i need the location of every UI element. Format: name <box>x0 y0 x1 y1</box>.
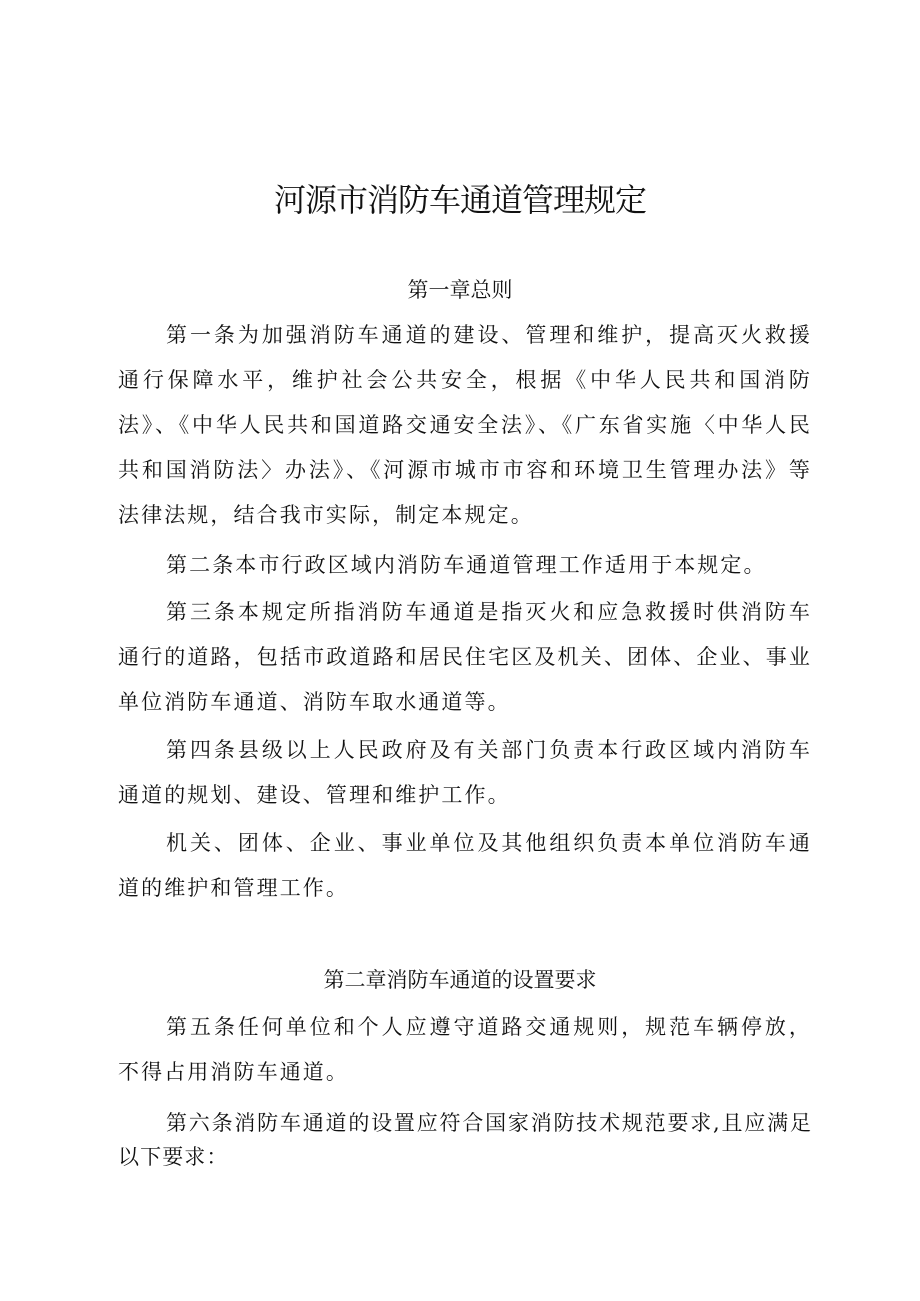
article-2-paragraph: 第二条本市行政区域内消防车通道管理工作适用于本规定。 <box>166 553 767 577</box>
document-title: 河源市消防车通道管理规定 <box>273 181 646 219</box>
article-5-paragraph: 第五条任何单位和个人应遵守道路交通规则，规范车辆停放，不得占用消防车通道。 <box>118 1015 812 1084</box>
article-6-paragraph: 第六条消防车通道的设置应符合国家消防技术规范要求,且应满足以下要求： <box>118 1111 812 1169</box>
chapter-heading-1: 第一章总则 <box>407 278 513 302</box>
article-4-paragraph-2: 机关、团体、企业、事业单位及其他组织负责本单位消防车通道的维护和管理工作。 <box>118 831 812 900</box>
chapter-heading-2: 第二章消防车通道的设置要求 <box>323 968 597 992</box>
article-4-paragraph: 第四条县级以上人民政府及有关部门负责本行政区域内消防车通道的规划、建设、管理和维护工作。 <box>118 738 812 807</box>
article-3-paragraph: 第三条本规定所指消防车通道是指灭火和应急救援时供消防车通行的道路，包括市政道路和居民住宅区及机关、团体、企业、事业单位消防车通道、消防车取水通道等。 <box>118 600 812 714</box>
article-1-paragraph: 第一条为加强消防车通道的建设、管理和维护，提高灭火救援通行保障水平，维护社会公共安全，根据《中华人民共和国消防法》、《中华人民共和国道路交通安全法》、《广东省实施〈中华人民共和国消防法〉办法》、《河源市城市市容和环境卫生管理办法》等法律法规，结合我市实际，制定本规定。 <box>118 323 812 527</box>
